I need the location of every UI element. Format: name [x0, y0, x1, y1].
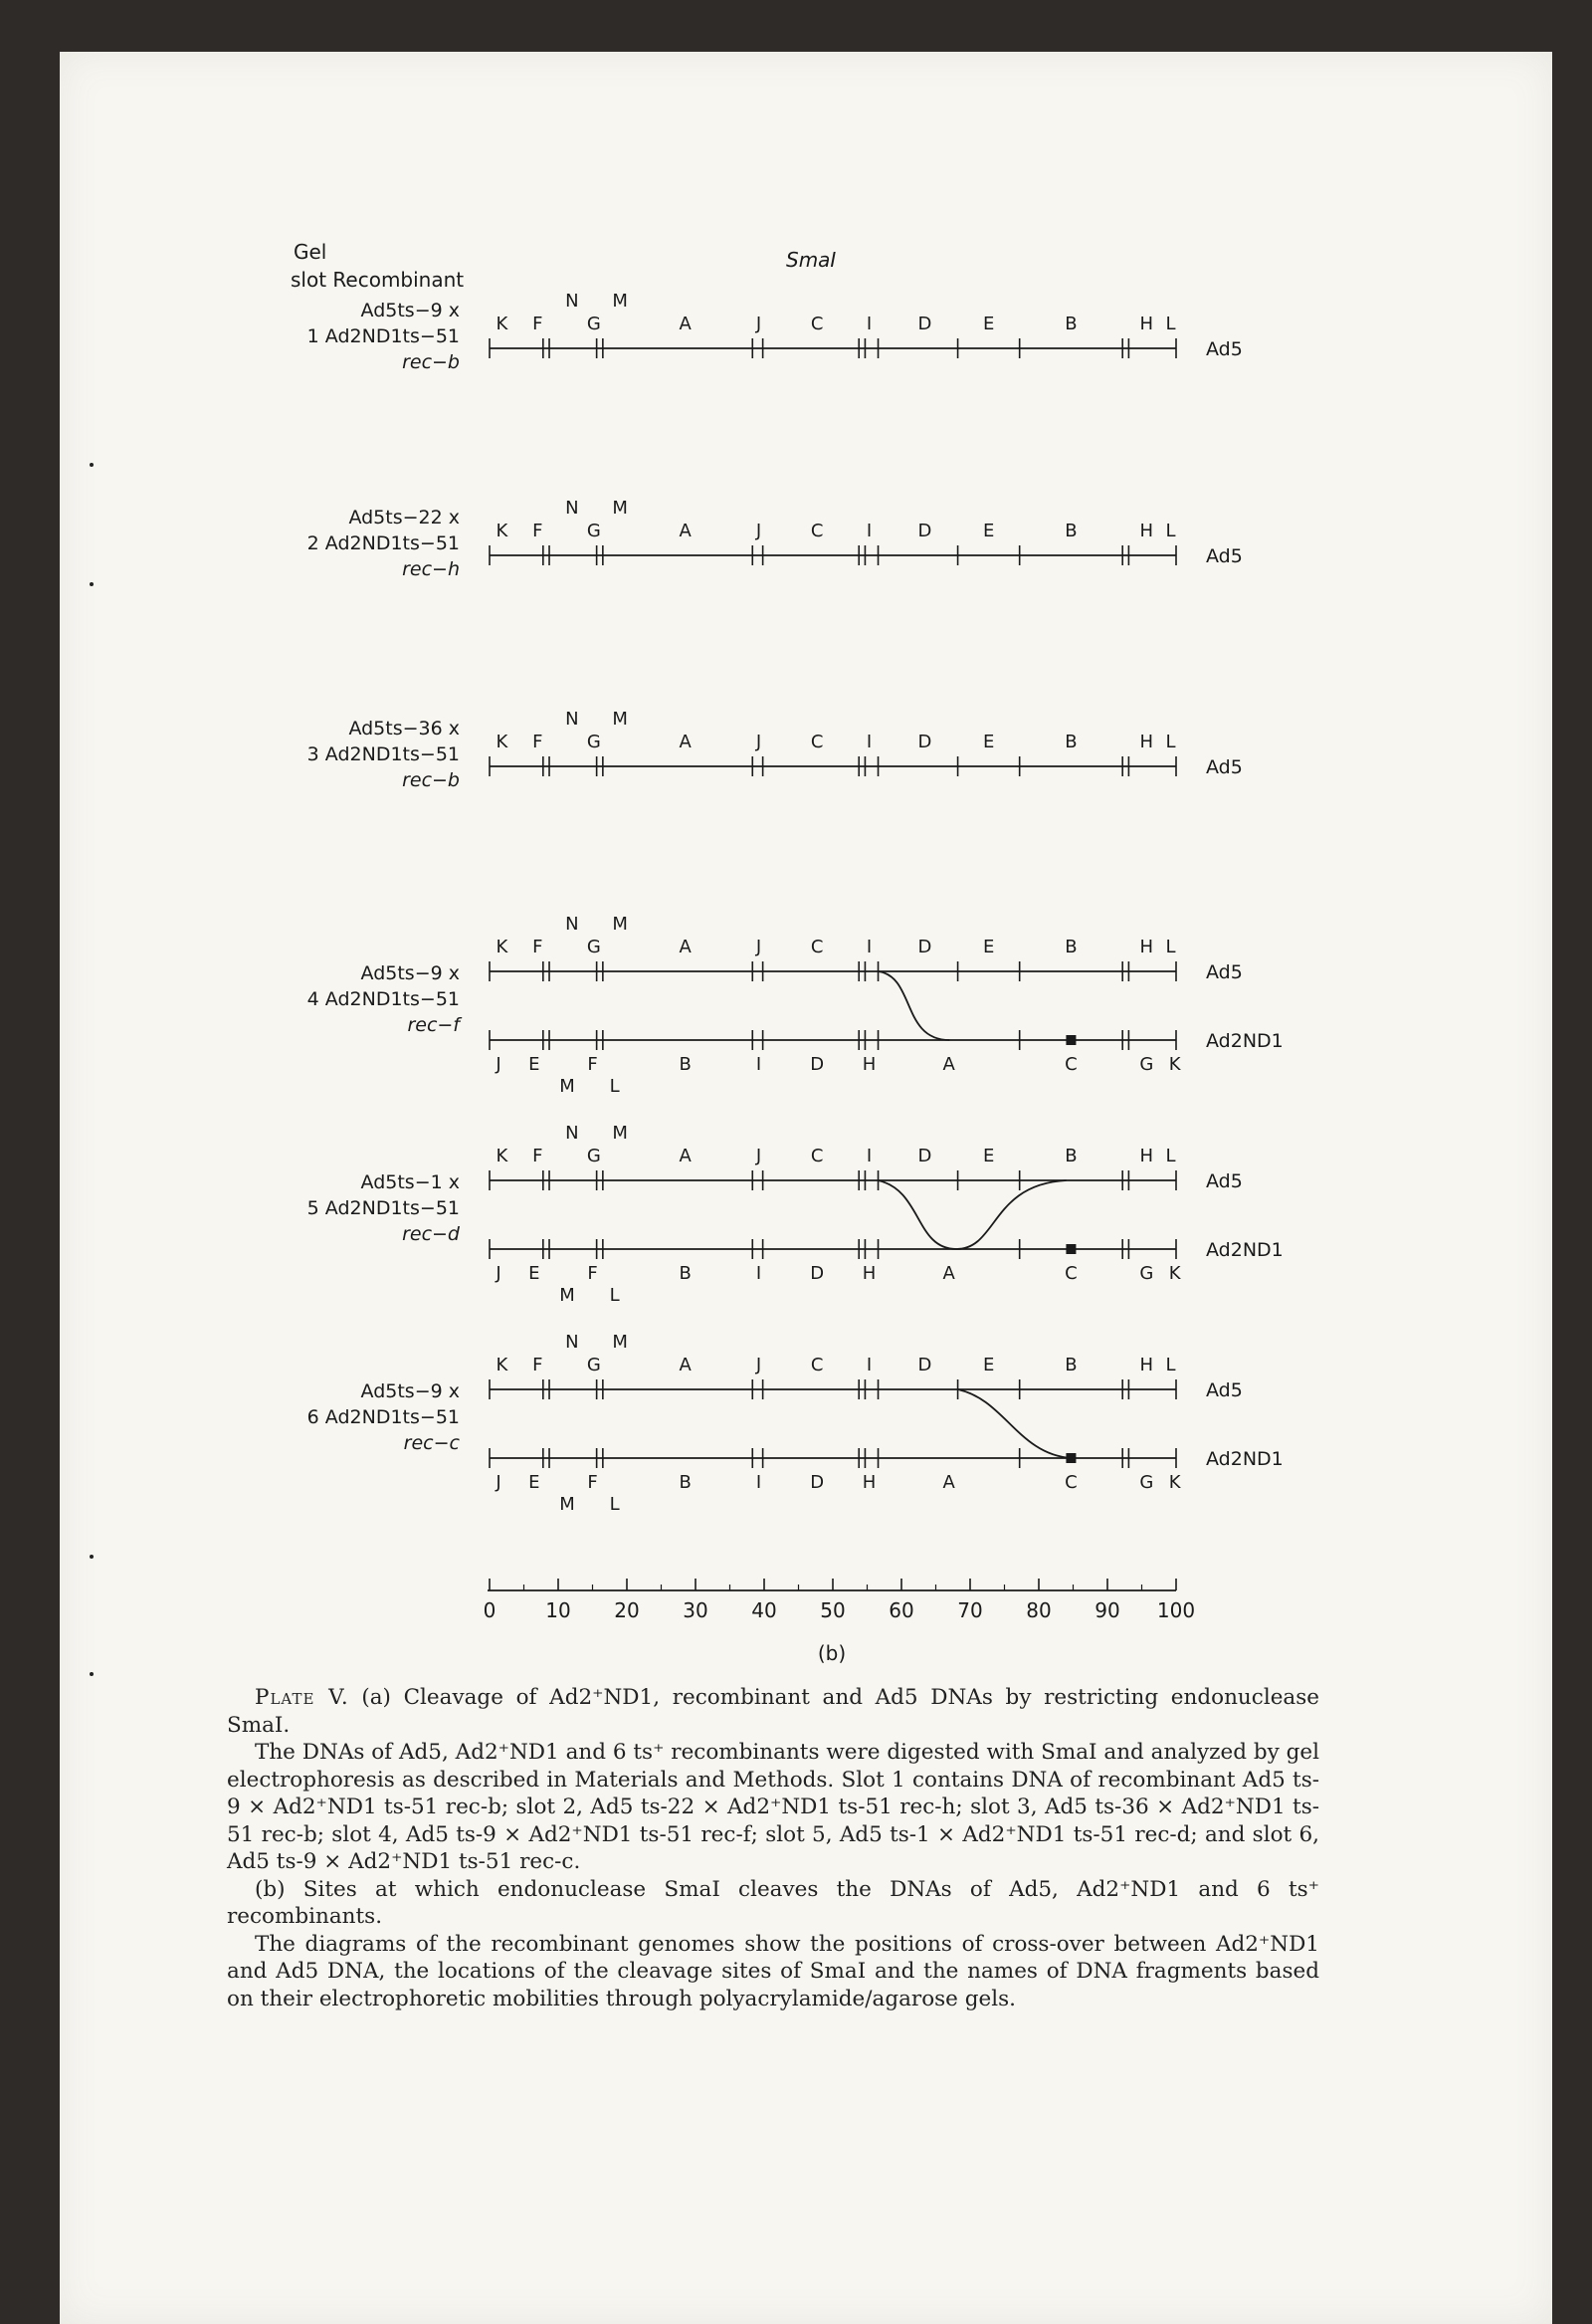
scale-tick-label: 60 [889, 1598, 914, 1622]
ad2nd1-fragment-label: J [496, 1263, 501, 1284]
ad5-fragment-label: J [755, 314, 762, 334]
scale-tick-label: 30 [683, 1598, 708, 1622]
ad2nd1-fragment-label: K [1168, 1472, 1181, 1493]
scale-tick-label: 0 [483, 1598, 497, 1622]
ad5-fragment-label: L [1165, 1355, 1176, 1375]
ad2nd1-fragment-label: B [679, 1054, 692, 1075]
slot-partner-label: 1 Ad2ND1ts−51 [306, 325, 460, 347]
ad5-fragment-label: J [755, 937, 762, 957]
caption-para-3: (b) Sites at which endonuclease SmaI cleaves the DNAs of Ad5, Ad2⁺ND1 and 6 ts⁺ recombinants. [227, 1876, 1319, 1929]
ad5-fragment-label: H [1139, 1355, 1154, 1375]
rec-label: rec−b [402, 769, 460, 791]
ad2nd1-fragment-label: K [1168, 1263, 1181, 1284]
ad5-fragment-label: A [679, 937, 692, 957]
ad5-fragment-label: K [496, 521, 508, 541]
ad5-fragment-label: E [982, 1355, 995, 1375]
ad5-fragment-label: C [810, 521, 824, 541]
ad2nd1-fragment-label: D [810, 1054, 825, 1075]
crossover-curve [958, 1389, 1072, 1458]
recombinant-maps [307, 291, 1284, 1515]
ad2nd1-fragment-label: G [1139, 1263, 1154, 1284]
marker-square [1066, 1035, 1076, 1045]
ad5-fragment-label: E [982, 521, 995, 541]
ad5-fragment-label: B [1065, 1355, 1078, 1375]
ad5-fragment-label: K [496, 937, 508, 957]
panel-label-b: (b) [817, 1641, 847, 1665]
ad5-fragment-label: M [612, 914, 628, 935]
ad2nd1-fragment-label: I [755, 1472, 762, 1493]
ad5-fragment-label: D [917, 732, 932, 752]
ad5-fragment-label: D [917, 937, 932, 957]
ad2nd1-fragment-label: C [1065, 1263, 1078, 1284]
ad5-fragment-label: H [1139, 521, 1154, 541]
ad5-fragment-label: J [755, 521, 762, 541]
ad5-fragment-label: M [612, 1123, 628, 1144]
ad5-fragment-label: B [1065, 937, 1078, 957]
ad5-fragment-label: K [496, 1146, 508, 1166]
ad5-fragment-label: F [532, 1146, 543, 1166]
ad5-fragment-label: G [586, 314, 601, 334]
ad2nd1-fragment-label: H [862, 1472, 877, 1493]
ad5-fragment-label: G [586, 937, 601, 957]
ad5-genome-label: Ad5 [1206, 1379, 1243, 1401]
ad2nd1-fragment-label: M [559, 1285, 575, 1306]
ad5-fragment-label: I [866, 937, 873, 957]
ad5-fragment-label: A [679, 1146, 692, 1166]
ad2nd1-fragment-label: A [942, 1054, 955, 1075]
ad5-fragment-label: C [810, 732, 824, 752]
ad2nd1-genome-label: Ad2ND1 [1206, 1448, 1284, 1470]
scale-tick-label: 100 [1156, 1598, 1196, 1622]
ad5-fragment-label: N [565, 1332, 579, 1353]
recombinant-row-1 [307, 291, 1243, 373]
ad2nd1-fragment-label: I [755, 1263, 762, 1284]
ad5-fragment-label: N [565, 709, 579, 730]
ad2nd1-fragment-label: A [942, 1263, 955, 1284]
ad2nd1-fragment-label: H [862, 1054, 877, 1075]
ad5-fragment-label: L [1165, 732, 1176, 752]
ad2nd1-fragment-label: L [609, 1494, 620, 1515]
rec-label: rec−d [402, 1223, 460, 1245]
figure-caption [227, 1684, 1319, 2012]
scale-tick-label: 90 [1094, 1598, 1120, 1622]
cross-label: Ad5ts−1 x [360, 1171, 460, 1193]
ad5-fragment-label: N [565, 914, 579, 935]
ad2nd1-fragment-label: B [679, 1263, 692, 1284]
ad5-fragment-label: B [1065, 314, 1078, 334]
ad5-fragment-label: I [866, 521, 873, 541]
header-enzyme: SmaI [786, 248, 837, 272]
ad5-fragment-label: D [917, 1146, 932, 1166]
ad5-fragment-label: H [1139, 937, 1154, 957]
ad5-fragment-label: F [532, 732, 543, 752]
ad2nd1-fragment-label: E [528, 1263, 540, 1284]
ad5-fragment-label: M [612, 709, 628, 730]
ad2nd1-fragment-label: C [1065, 1472, 1078, 1493]
ad5-fragment-label: I [866, 1146, 873, 1166]
ad5-fragment-label: C [810, 1146, 824, 1166]
ad5-genome-label: Ad5 [1206, 756, 1243, 778]
ad5-fragment-label: F [532, 314, 543, 334]
ad2nd1-fragment-label: F [587, 1472, 598, 1493]
ad5-fragment-label: E [982, 314, 995, 334]
ad2nd1-fragment-label: E [528, 1472, 540, 1493]
ad5-fragment-label: F [532, 937, 543, 957]
rec-label: rec−f [407, 1014, 460, 1036]
ad5-fragment-label: D [917, 314, 932, 334]
ad5-fragment-label: L [1165, 521, 1176, 541]
ad5-genome-label: Ad5 [1206, 961, 1243, 983]
ad5-fragment-label: B [1065, 1146, 1078, 1166]
recombinant-row-2 [307, 498, 1243, 580]
ad5-fragment-label: M [612, 1332, 628, 1353]
ad5-fragment-label: C [810, 1355, 824, 1375]
ad5-fragment-label: E [982, 732, 995, 752]
ad5-fragment-label: H [1139, 1146, 1154, 1166]
caption-text-1: (a) Cleavage of Ad2⁺ND1, recombinant and Ad5 DNAs by restricting endonuclease SmaI. [227, 1685, 1319, 1738]
scale-tick-label: 70 [957, 1598, 983, 1622]
recombinant-row-6 [307, 1332, 1284, 1515]
ad2nd1-fragment-label: A [942, 1472, 955, 1493]
ad5-fragment-label: F [532, 1355, 543, 1375]
ad5-fragment-label: K [496, 314, 508, 334]
ad2nd1-fragment-label: H [862, 1263, 877, 1284]
ad5-fragment-label: A [679, 732, 692, 752]
cross-label: Ad5ts−36 x [348, 718, 460, 739]
ad5-fragment-label: N [565, 1123, 579, 1144]
rec-label: rec−b [402, 351, 460, 373]
ad5-genome-label: Ad5 [1206, 545, 1243, 567]
ad2nd1-fragment-label: M [559, 1076, 575, 1097]
ad5-fragment-label: I [866, 1355, 873, 1375]
slot-partner-label: 5 Ad2ND1ts−51 [306, 1197, 460, 1219]
scale-tick-label: 10 [545, 1598, 571, 1622]
ad5-fragment-label: M [612, 291, 628, 312]
scale-tick-label: 50 [820, 1598, 846, 1622]
slot-partner-label: 6 Ad2ND1ts−51 [306, 1406, 460, 1428]
ad2nd1-fragment-label: G [1139, 1054, 1154, 1075]
header-gel: Gel [294, 240, 327, 264]
ad2nd1-fragment-label: F [587, 1263, 598, 1284]
cross-label: Ad5ts−9 x [360, 300, 460, 321]
ad2nd1-fragment-label: J [496, 1054, 501, 1075]
ad5-fragment-label: N [565, 291, 579, 312]
crossover-curve [879, 1180, 1067, 1249]
ad5-fragment-label: H [1139, 314, 1154, 334]
ad2nd1-fragment-label: E [528, 1054, 540, 1075]
ad2nd1-fragment-label: G [1139, 1472, 1154, 1493]
ad5-fragment-label: A [679, 314, 692, 334]
ad5-genome-label: Ad5 [1206, 1170, 1243, 1192]
slot-partner-label: 3 Ad2ND1ts−51 [306, 743, 460, 765]
ad5-fragment-label: C [810, 314, 824, 334]
slot-partner-label: 2 Ad2ND1ts−51 [306, 532, 460, 554]
ad5-fragment-label: L [1165, 1146, 1176, 1166]
ad5-fragment-label: I [866, 314, 873, 334]
ad2nd1-fragment-label: I [755, 1054, 762, 1075]
ad5-fragment-label: C [810, 937, 824, 957]
ad2nd1-genome-label: Ad2ND1 [1206, 1239, 1284, 1261]
scale-tick-label: 80 [1026, 1598, 1052, 1622]
scale-tick-label: 20 [614, 1598, 640, 1622]
caption-para-1 [227, 1684, 1319, 1739]
ad5-fragment-label: E [982, 1146, 995, 1166]
scale-bar [484, 1579, 1195, 1665]
ad5-fragment-label: M [612, 498, 628, 519]
ad2nd1-fragment-label: F [587, 1054, 598, 1075]
recombinant-row-4 [307, 914, 1284, 1097]
ad2nd1-fragment-label: D [810, 1472, 825, 1493]
ad5-fragment-label: E [982, 937, 995, 957]
slot-partner-label: 4 Ad2ND1ts−51 [306, 988, 460, 1010]
ad5-fragment-label: J [755, 1355, 762, 1375]
caption-para-2: The DNAs of Ad5, Ad2⁺ND1 and 6 ts⁺ recombinants were digested with SmaI and analyzed by gel electrophoresis as described in Materials and Methods. Slot 1 contains DNA of recombinant Ad5 ts-9 × Ad2⁺ND1 ts-51 rec-b; slot 2, Ad5 ts-22 × Ad2⁺ND1 ts-51 rec-h; slot 3, Ad5 ts-36 × Ad2⁺ND1 ts-51 rec-b; slot 4, Ad5 ts-9 × Ad2⁺ND1 ts-51 rec-f; slot 5, Ad5 ts-1 × Ad2⁺ND1 ts-51 rec-d; and slot 6, Ad5 ts-9 × Ad2⁺ND1 ts-51 rec-c. [227, 1740, 1319, 1874]
ad2nd1-fragment-label: K [1168, 1054, 1181, 1075]
crossover-curve [879, 971, 950, 1040]
recombinant-row-3 [307, 709, 1243, 791]
ad5-fragment-label: A [679, 1355, 692, 1375]
ad2nd1-fragment-label: M [559, 1494, 575, 1515]
scale-tick-label: 40 [751, 1598, 777, 1622]
ad5-fragment-label: D [917, 521, 932, 541]
cross-label: Ad5ts−22 x [348, 507, 460, 528]
ad5-fragment-label: H [1139, 732, 1154, 752]
ad2nd1-fragment-label: B [679, 1472, 692, 1493]
ad5-fragment-label: K [496, 1355, 508, 1375]
ad2nd1-fragment-label: L [609, 1076, 620, 1097]
ad5-fragment-label: L [1165, 314, 1176, 334]
ad2nd1-fragment-label: J [496, 1472, 501, 1493]
caption-para-4: The diagrams of the recombinant genomes show the positions of cross-over between Ad2⁺ND1 and Ad5 DNA, the locations of the cleavage sites of SmaI and the names of DNA fragments based on their electrophoretic mobilities through polyacrylamide/agarose gels. [227, 1931, 1319, 2011]
ad5-fragment-label: N [565, 498, 579, 519]
cross-label: Ad5ts−9 x [360, 1380, 460, 1402]
ad2nd1-genome-label: Ad2ND1 [1206, 1030, 1284, 1052]
rec-label: rec−h [402, 558, 460, 580]
ad5-genome-label: Ad5 [1206, 338, 1243, 360]
header-slot-recombinant: slot Recombinant [291, 268, 465, 292]
recombinant-row-5 [307, 1123, 1284, 1306]
ad5-fragment-label: G [586, 521, 601, 541]
ad5-fragment-label: B [1065, 732, 1078, 752]
ad5-fragment-label: A [679, 521, 692, 541]
rec-label: rec−c [403, 1432, 460, 1454]
ad2nd1-fragment-label: L [609, 1285, 620, 1306]
ad5-fragment-label: J [755, 1146, 762, 1166]
ad5-fragment-label: F [532, 521, 543, 541]
ad5-fragment-label: K [496, 732, 508, 752]
ad5-fragment-label: D [917, 1355, 932, 1375]
ad2nd1-fragment-label: C [1065, 1054, 1078, 1075]
ad5-fragment-label: L [1165, 937, 1176, 957]
cross-label: Ad5ts−9 x [360, 962, 460, 984]
ad5-fragment-label: I [866, 732, 873, 752]
ad5-fragment-label: J [755, 732, 762, 752]
marker-square [1066, 1244, 1076, 1254]
ad5-fragment-label: B [1065, 521, 1078, 541]
ad5-fragment-label: G [586, 1146, 601, 1166]
ad5-fragment-label: G [586, 1355, 601, 1375]
ad5-fragment-label: G [586, 732, 601, 752]
plate-label: Plate V. [255, 1685, 349, 1710]
ad2nd1-fragment-label: D [810, 1263, 825, 1284]
